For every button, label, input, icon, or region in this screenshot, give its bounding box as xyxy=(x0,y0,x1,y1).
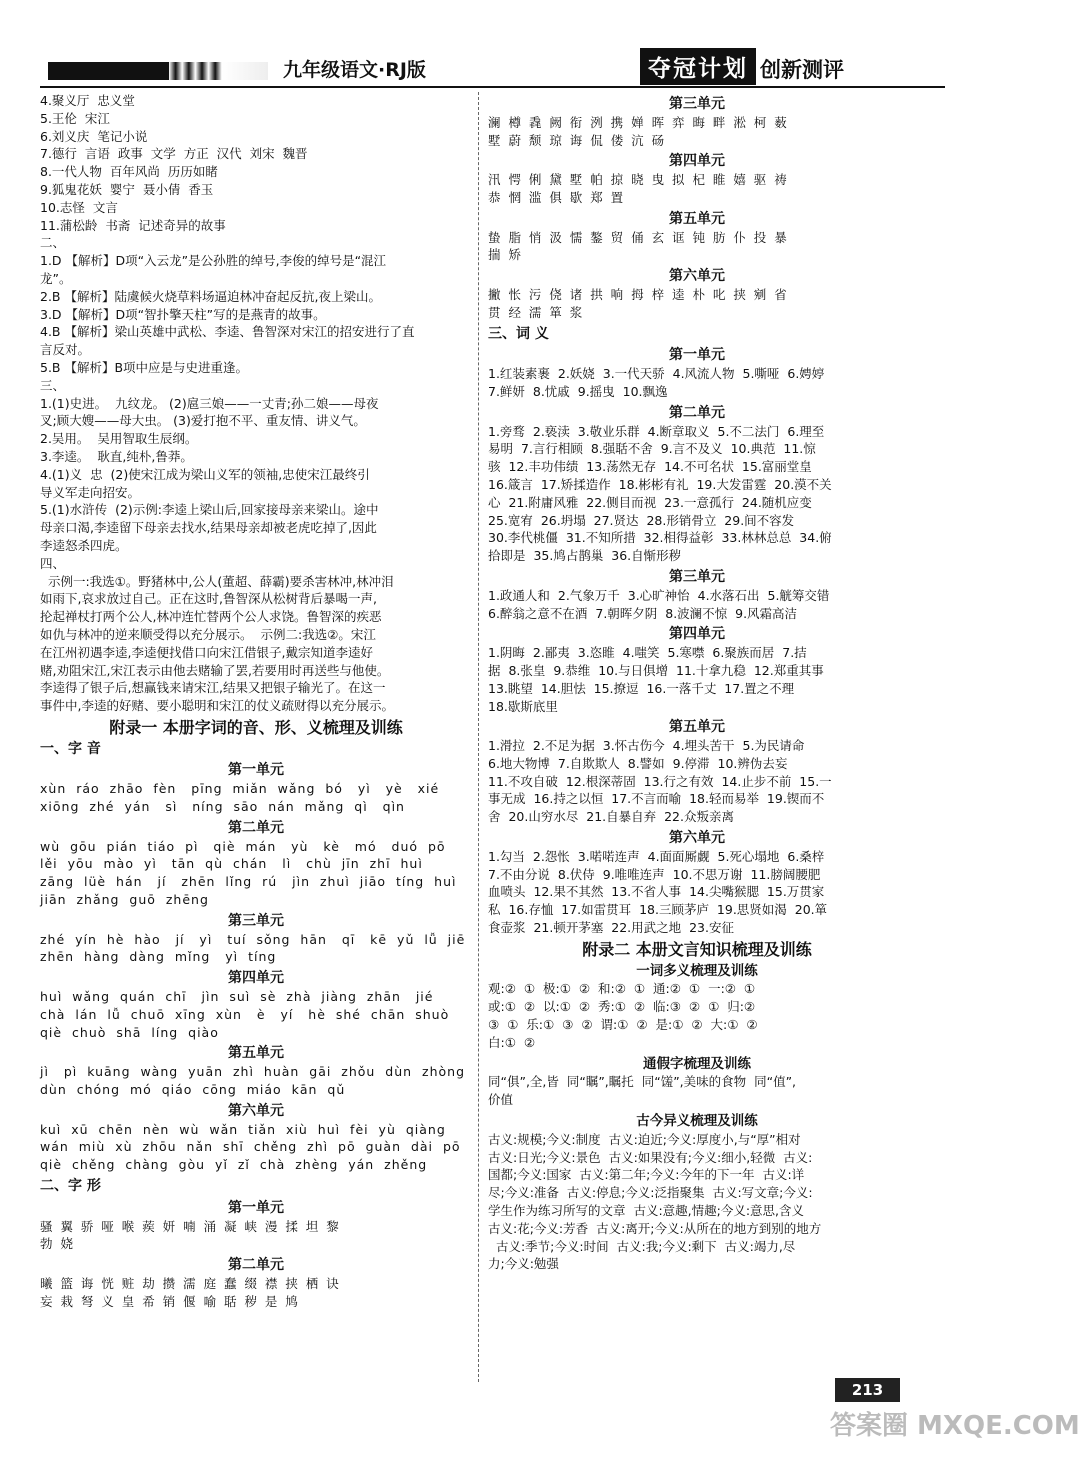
text-line: 18.歇斯底里 xyxy=(488,698,558,714)
text-line: 国都;今义:国家 古义:第二年;今义:今年的下一年 古义:详 xyxy=(488,1167,805,1183)
text-line: 骇 12.丰功伟绩 13.荡然无存 14.不可名状 15.富丽堂皇 xyxy=(488,459,812,475)
text-line: 李逵怒杀四虎。 xyxy=(40,537,128,553)
text-line: 拾即是 35.鸠占鹊巢 36.自惭形秽 xyxy=(488,548,682,564)
text-line: 力;今义:勉强 xyxy=(488,1256,559,1272)
text-line: 16.箴言 17.矫揉造作 18.彬彬有礼 19.大发雷霆 20.漠不关 xyxy=(488,476,832,492)
header-rule xyxy=(40,86,945,88)
pinyin-line: xiōng zhé yán sì níng sāo nán mǎng qì qìn xyxy=(40,799,405,815)
pinyin-line: xùn ráo zhāo fèn pīng miǎn wǎng bó yì yè xié xyxy=(40,781,440,797)
text-line: 或:① ② 以:① ② 秀:① ② 临:③ ② ① 归:② xyxy=(488,999,756,1015)
text-line: 蛰 脂 悄 汲 懦 鏊 贸 俑 玄 诓 钝 肪 仆 投 暴 xyxy=(488,229,787,245)
text-line: 澜 樽 毳 阙 衔 洌 携 婵 晖 弈 晦 畔 淞 柯 薮 xyxy=(488,114,787,130)
pinyin-line: zāng lüè hán jí zhēn lǐng rú jìn zhuì jiāo tíng huì xyxy=(40,874,457,890)
text-line: 1.滑拉 2.不足为据 3.怀古伤今 4.埋头苦干 5.为民请命 xyxy=(488,738,805,754)
pinyin-line: chà lán lǚ chuō xīng xùn è yí hè shé chān shuò xyxy=(40,1006,450,1022)
unit-heading: 第一单元 xyxy=(669,347,725,364)
text-line: 5.王伦 宋江 xyxy=(40,110,110,126)
text-line: 6.刘义庆 笔记小说 xyxy=(40,128,148,144)
text-line: 1.阴晦 2.鄙夷 3.恣睢 4.嗤笑 5.寒噤 6.聚族而居 7.拮 xyxy=(488,645,807,661)
text-line: 观:② ① 极:① ② 和:② ① 通:② ① 一:② ① xyxy=(488,981,756,997)
section-heading: 二、字 形 xyxy=(40,1178,101,1195)
pinyin-line: kuì xū chēn nèn wù wǎn tiǎn xiù huì fèi yù qiàng xyxy=(40,1121,446,1137)
pinyin-line: jiān zhǎng guō zhēng xyxy=(40,892,209,908)
text-line: 7.德行 言语 政事 文学 方正 汉代 刘宋 魏晋 xyxy=(40,146,308,162)
unit-heading: 第六单元 xyxy=(228,1102,284,1119)
text-line: 30.李代桃僵 31.不知所措 32.相得益彰 33.林林总总 34.俯 xyxy=(488,530,832,546)
pinyin-line: wù gōu pián tiáo pì qiè mán yù kè mó duó pō xyxy=(40,838,446,854)
text-line: 母亲口渴,李逵留下母亲去找水,结果母亲却被老虎吃掉了,因此 xyxy=(40,520,377,536)
right-column xyxy=(488,92,906,1273)
page-number: 213 xyxy=(835,1378,900,1402)
text-line: 25.宽宥 26.坍塌 27.贤达 28.形销骨立 29.间不容发 xyxy=(488,512,795,528)
unit-heading: 第二单元 xyxy=(669,404,725,421)
pinyin-line: jì pì kuāng wàng yuān zhì huàn gāi zhǒu dùn zhòng xyxy=(40,1064,466,1080)
section-heading: 三、词 义 xyxy=(488,325,549,342)
text-line: 5.B 【解析】B项中应是与史进重逢。 xyxy=(40,359,249,375)
section-heading: 一、字 音 xyxy=(40,740,101,757)
text-line: 李逵得了银子后,想赢钱来请宋江,结果又把银子输光了。在这一 xyxy=(40,680,386,696)
text-line: 在江州初遇李逵,李逵便找借口向宋江借银子,戴宗知道李逵好 xyxy=(40,644,373,660)
text-line: ③ ① 乐:① ③ ② 谓:① ② 是:① ② 大:① ② xyxy=(488,1017,758,1033)
text-line: 贯 经 濡 箪 浆 xyxy=(488,304,583,320)
text-line: 示例一:我选①。野猪林中,公人(董超、薛霸)要杀害林冲,林冲泪 xyxy=(40,573,394,589)
text-line: 1.D 【解析】D项“入云龙”是公孙胜的绰号,李俊的绰号是“混江 xyxy=(40,253,387,269)
text-line: 古义:日光;今义:景色 古义:如果没有;今义:细小,轻微 古义: xyxy=(488,1149,813,1165)
pinyin-line: lěi yōu mào yì tān qù chán lì chù jīn zhī huì xyxy=(40,856,423,872)
unit-heading: 第二单元 xyxy=(228,819,284,836)
text-line: 3.D 【解析】D项“智扑擎天柱”写的是燕青的故事。 xyxy=(40,306,326,322)
text-line: 妄 栽 弩 义 皇 希 销 偃 喻 聒 秽 是 鸠 xyxy=(40,1293,298,1309)
text-line: 舍 20.山穷水尽 21.自暴自弃 22.众叛亲离 xyxy=(488,809,734,825)
unit-heading: 第三单元 xyxy=(669,96,725,112)
unit-heading: 第三单元 xyxy=(669,568,725,585)
text-line: 同“俱”,全,皆 同“瞩”,瞩托 同“馐”,美味的食物 同“值”, xyxy=(488,1074,797,1090)
text-line: 7.不由分说 8.伏侍 9.唯唯连声 10.不思万谢 11.膀阔腰肥 xyxy=(488,866,821,882)
text-line: 古义:花;今义:芳香 古义:离开;今义:从所在的地方到别的地方 xyxy=(488,1220,822,1236)
text-line: 勃 娆 xyxy=(40,1236,73,1252)
pinyin-line: zhé yín hè hào jí yì tuí sǒng hān qī kē yǔ lǚ jiē xyxy=(40,931,466,947)
text-line: 三、 xyxy=(40,377,66,393)
text-line: 四、 xyxy=(40,555,66,571)
text-line: 事无成 16.持之以恒 17.不言而喻 18.轻而易举 19.锲而不 xyxy=(488,791,825,807)
text-line: 私 16.存恤 17.如雷贯耳 18.三顾茅庐 19.思贤如渴 20.箪 xyxy=(488,902,828,918)
text-line: 心 21.附庸风雅 22.侧目而视 23.一意孤行 24.随机应变 xyxy=(488,494,812,510)
pinyin-line: qiè chěng chàng gòu yǐ zǐ chà zhèng yán zhěng xyxy=(40,1157,428,1173)
text-line: 叉;顾大嫂——母大虫。 (3)爱打抱不平、重友情、讲义气。 xyxy=(40,413,366,429)
text-line: 7.鲜妍 8.忧戚 9.摇曳 10.飘逸 xyxy=(488,383,668,399)
text-line: 白:① ② xyxy=(488,1034,536,1050)
unit-heading: 第六单元 xyxy=(669,268,725,285)
column-divider xyxy=(478,92,480,1382)
header-decoration-bar xyxy=(48,62,268,80)
unit-heading: 第五单元 xyxy=(228,1045,284,1062)
text-line: 导义军走向招安。 xyxy=(40,484,141,500)
pinyin-line: huì wǎng quán chī jìn suì sè zhà jiàng zhān jié xyxy=(40,989,434,1005)
text-line: 二、 xyxy=(40,235,66,251)
text-line: 龙”。 xyxy=(40,270,72,286)
text-line: 1.红装素裹 2.妖娆 3.一代天骄 4.风流人物 5.嘶哑 6.娉婷 xyxy=(488,366,825,382)
text-line: 抡起禅杖打两个公人,林冲连忙替两个公人求饶。鲁智深的疾恶 xyxy=(40,609,382,625)
text-line: 撇 怅 污 侥 诸 拱 响 拇 梓 逵 朴 叱 挟 剜 省 xyxy=(488,286,787,302)
text-line: 6.醉翁之意不在酒 7.朝晖夕阴 8.波澜不惊 9.风霜高洁 xyxy=(488,605,798,621)
text-line: 易明 7.言行相顾 8.强聒不舍 9.言不及义 10.典范 11.惊 xyxy=(488,441,816,457)
text-line: 古义:规模;今义:制度 古义:迫近;今义:厚度小,与“厚”相对 xyxy=(488,1131,801,1147)
text-line: 10.志怪 文言 xyxy=(40,199,118,215)
text-line: 2.B 【解析】陆虞候火烧草料场逼迫林冲奋起反抗,夜上梁山。 xyxy=(40,288,381,304)
text-line: 4.B 【解析】梁山英雄中武松、李逵、鲁智深对宋江的招安进行了直 xyxy=(40,324,415,340)
book-title: 九年级语文·RJ版 xyxy=(283,59,426,81)
page-header xyxy=(0,0,1000,100)
text-line: 4.聚义厅 忠义堂 xyxy=(40,93,135,108)
unit-heading: 第一单元 xyxy=(228,762,284,779)
series-logo: 夺冠计划 xyxy=(640,48,756,85)
text-line: 5.(1)水浒传 (2)示例:李逵上梁山后,回家接母亲来梁山。途中 xyxy=(40,502,379,518)
text-line: 据 8.张皇 9.恭维 10.与日俱增 11.十拿九稳 12.郑重其事 xyxy=(488,662,824,678)
text-line: 骚 翼 骄 哑 喉 蒺 妍 喃 涌 凝 峡 漫 揉 坦 黎 xyxy=(40,1218,339,1234)
unit-heading: 第四单元 xyxy=(669,626,725,643)
pinyin-line: wán miù xù zhōu nǎn shī chěng zhì pō guàn dài pō xyxy=(40,1139,461,1155)
unit-heading: 第四单元 xyxy=(669,153,725,170)
unit-heading: 第二单元 xyxy=(228,1257,284,1274)
text-line: 古义:季节;今义:时间 古义:我;今义:剩下 古义:竭力,尽 xyxy=(488,1238,796,1254)
text-line: 6.地大物博 7.自欺欺人 8.譬如 9.停滞 10.辨伪去妄 xyxy=(488,755,788,771)
text-line: 2.吴用。 吴用智取生辰纲。 xyxy=(40,431,198,447)
appendix-title: 附录一 本册字词的音、形、义梳理及训练 xyxy=(109,717,403,737)
text-line: 血喷头 12.果不其然 13.不省人事 14.尖嘴猴腮 15.万贯家 xyxy=(488,884,825,900)
appendix-title: 附录二 本册文言知识梳理及训练 xyxy=(582,939,812,959)
text-line: 恭 惘 滥 俱 歇 郑 置 xyxy=(488,189,624,205)
text-line: 汛 愕 俐 黛 墅 帕 掠 晓 曳 拟 杞 睢 嬉 驱 祷 xyxy=(488,172,787,188)
text-line: 1.(1)史进。 九纹龙。 (2)扈三娘——一丈青;孙二娘——母夜 xyxy=(40,395,379,411)
text-line: 13.眺望 14.胆怯 15.撩逗 16.一落千丈 17.置之不理 xyxy=(488,680,795,696)
unit-heading: 第六单元 xyxy=(669,830,725,847)
subsection-heading: 通假字梳理及训练 xyxy=(643,1055,751,1072)
watermark: 答案圈 MXQE.COM xyxy=(830,1411,1080,1441)
text-line: 食壶浆 21.顿开茅塞 22.用武之地 23.安征 xyxy=(488,920,734,936)
unit-heading: 第一单元 xyxy=(228,1199,284,1216)
text-line: 尽;今义:准备 古义:停息;今义:泛指聚集 古义:写文章;今义: xyxy=(488,1185,813,1201)
pinyin-line: zhēn hàng dàng mǐng yì tíng xyxy=(40,949,277,965)
left-column xyxy=(40,92,472,1311)
text-line: 4.(1)义 忠 (2)使宋江成为梁山义军的领袖,忠使宋江最终引 xyxy=(40,466,370,482)
text-line: 言反对。 xyxy=(40,342,91,358)
unit-heading: 第三单元 xyxy=(228,912,284,929)
text-line: 学生作为练习所写的文章 古义:意趣,情趣;今义:意思,含义 xyxy=(488,1203,805,1219)
text-line: 1.旁骛 2.亵渎 3.敬业乐群 4.断章取义 5.不二法门 6.理至 xyxy=(488,423,825,439)
text-line: 事件中,李逵的好赌、要小聪明和宋江的仗义疏财得以充分展示。 xyxy=(40,698,394,714)
text-line: 墅 蔚 颓 琼 诲 侃 偻 沆 砀 xyxy=(488,132,665,148)
text-line: 如仇与林冲的逆来顺受得以充分展示。 示例二:我选②。宋江 xyxy=(40,626,376,642)
unit-heading: 第四单元 xyxy=(228,970,284,987)
text-line: 1.勾当 2.怨怅 3.喏喏连声 4.面面厮觑 5.死心塌地 6.桑梓 xyxy=(488,848,825,864)
pinyin-line: dùn chóng mó qiáo cōng miáo kān qǔ xyxy=(40,1082,346,1098)
text-line: 8.一代人物 百年风尚 历历如睹 xyxy=(40,164,218,180)
subsection-heading: 一词多义梳理及训练 xyxy=(636,962,758,979)
unit-heading: 第五单元 xyxy=(669,210,725,227)
text-line: 如雨下,哀求放过自己。正在这时,鲁智深从松树背后暴喝一声, xyxy=(40,591,377,607)
text-line: 11.不攻自破 12.根深蒂固 13.行之有效 14.止步不前 15.一 xyxy=(488,773,832,789)
pinyin-line: qiè chuò shā líng qiào xyxy=(40,1024,219,1040)
subsection-heading: 古今异义梳理及训练 xyxy=(636,1113,758,1130)
text-line: 9.狐鬼花妖 婴宁 聂小倩 香玉 xyxy=(40,181,214,197)
brand-name: 创新测评 xyxy=(760,58,844,82)
text-line: 赌,劝阻宋江,宋江表示由他去赌输了罢,若要用时再送些与他使。 xyxy=(40,662,390,678)
text-line: 价值 xyxy=(488,1092,514,1108)
text-line: 曦 篮 诲 恍 赃 劫 攒 濡 庭 蠢 缀 襟 挟 栖 诀 xyxy=(40,1276,339,1291)
text-line: 揣 矫 xyxy=(488,247,521,263)
unit-heading: 第五单元 xyxy=(669,719,725,736)
text-line: 11.蒲松龄 书斋 记述奇异的故事 xyxy=(40,217,226,233)
text-line: 3.李逵。 耿直,纯朴,鲁莽。 xyxy=(40,448,193,464)
text-line: 1.政通人和 2.气象万千 3.心旷神怡 4.水落石出 5.觥筹交错 xyxy=(488,587,830,603)
